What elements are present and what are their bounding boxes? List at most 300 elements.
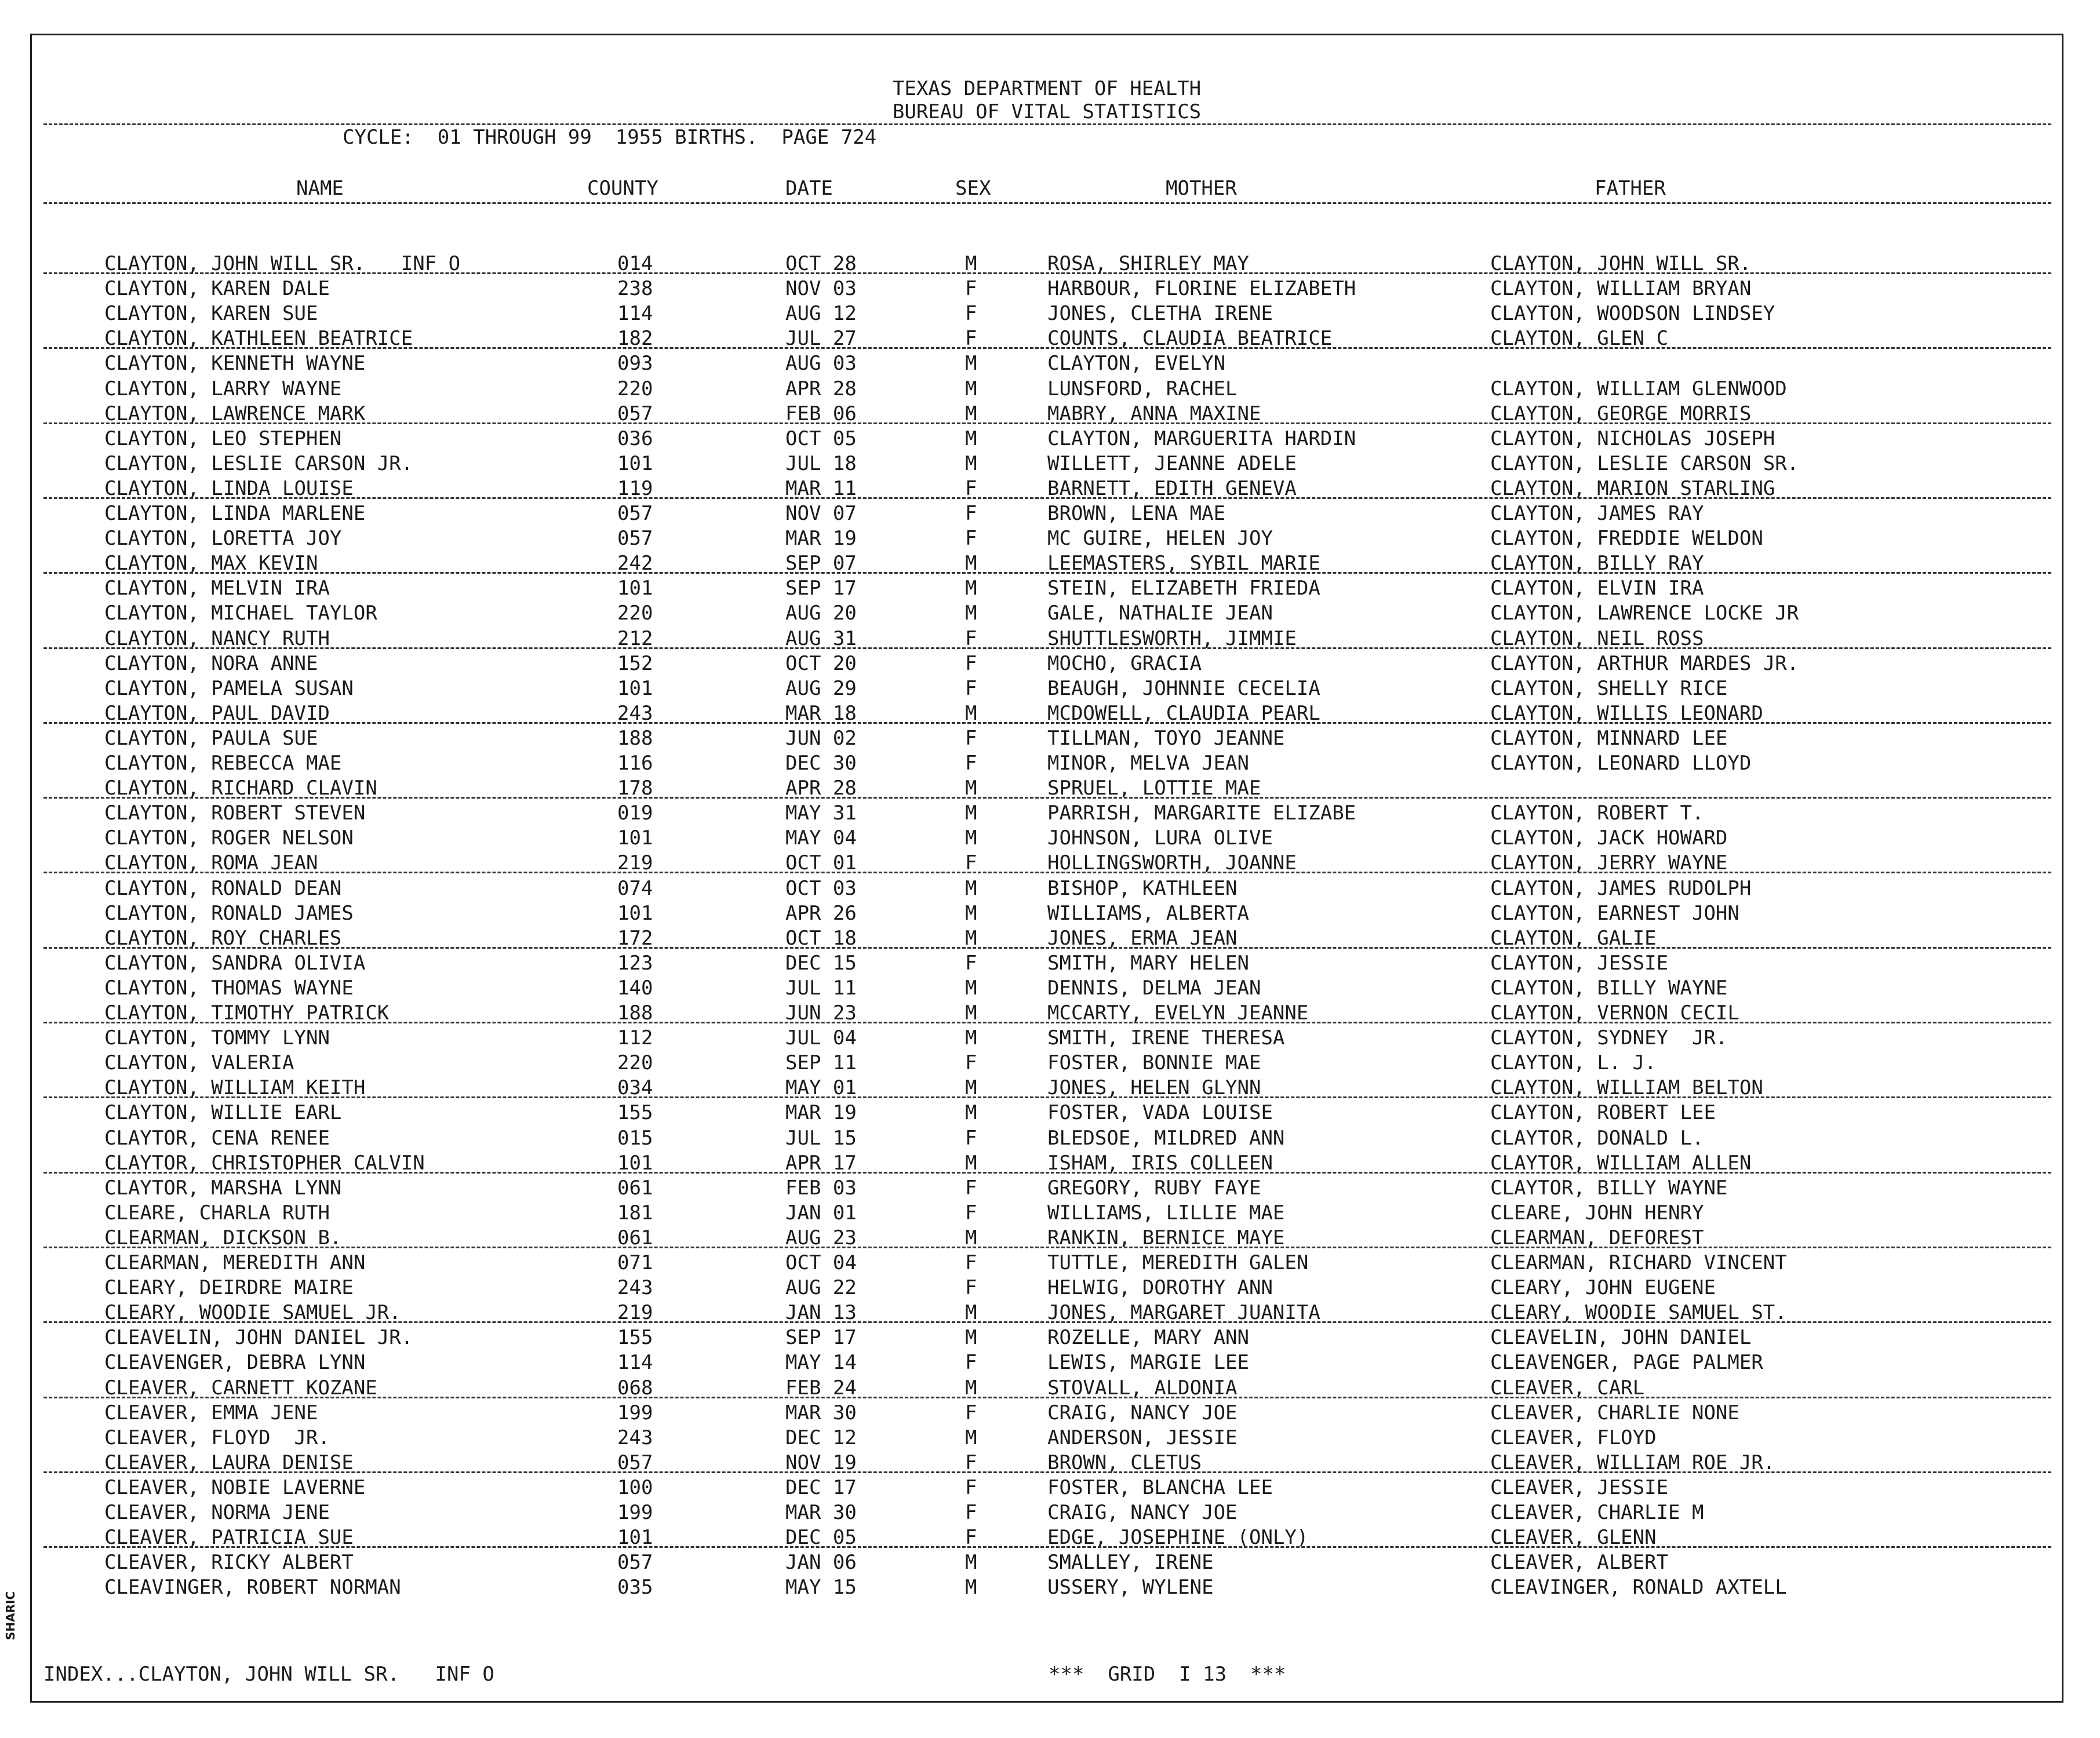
table-row xyxy=(32,1176,2062,1201)
cell-mother: BEAUGH, JOHNNIE CECELIA xyxy=(1047,677,1320,700)
cell-sex: F xyxy=(965,1476,977,1499)
cell-sex: M xyxy=(965,552,977,575)
cell-mother: JOHNSON, LURA OLIVE xyxy=(1047,826,1273,850)
cell-sex: M xyxy=(965,702,977,725)
cell-date: JUL 04 xyxy=(785,1026,857,1050)
cell-sex: M xyxy=(965,577,977,600)
cell-mother: HELWIG, DOROTHY ANN xyxy=(1047,1276,1273,1299)
cell-mother: HOLLINGSWORTH, JOANNE xyxy=(1047,851,1297,875)
cell-county: 061 xyxy=(617,1226,653,1249)
table-row xyxy=(32,1350,2062,1375)
cell-mother: CLAYTON, EVELYN xyxy=(1047,352,1226,375)
cell-father: CLAYTON, JACK HOWARD xyxy=(1490,826,1728,850)
cell-county: 238 xyxy=(617,277,653,300)
cell-name: CLAYTON, THOMAS WAYNE xyxy=(104,977,354,1000)
cell-father: CLEAVER, GLENN xyxy=(1490,1526,1657,1549)
cell-date: DEC 12 xyxy=(785,1426,857,1449)
table-row xyxy=(32,1276,2062,1300)
divider xyxy=(43,202,2051,204)
cell-name: CLEAVER, EMMA JENE xyxy=(104,1401,318,1424)
cell-county: 199 xyxy=(617,1501,653,1524)
cell-name: CLAYTON, LEO STEPHEN xyxy=(104,427,342,450)
row-divider xyxy=(43,647,2051,649)
table-row xyxy=(32,1051,2062,1076)
cell-mother: FOSTER, BONNIE MAE xyxy=(1047,1051,1261,1074)
cell-sex: M xyxy=(965,1152,977,1175)
cell-name: CLAYTON, LINDA MARLENE xyxy=(104,502,366,525)
cell-name: CLEARMAN, DICKSON B. xyxy=(104,1226,342,1249)
cell-county: 071 xyxy=(617,1251,653,1274)
cell-date: MAR 19 xyxy=(785,1101,857,1124)
cell-sex: M xyxy=(965,877,977,900)
cell-sex: F xyxy=(965,1176,977,1200)
cell-father: CLEAVINGER, RONALD AXTELL xyxy=(1490,1576,1787,1599)
header-subtitle: BUREAU OF VITAL STATISTICS xyxy=(892,100,1202,123)
cell-county: 101 xyxy=(617,902,653,925)
cell-sex: F xyxy=(965,677,977,700)
cell-sex: F xyxy=(965,1051,977,1074)
document-frame xyxy=(30,34,2063,1703)
cell-date: AUG 22 xyxy=(785,1276,857,1299)
cell-father: CLEARMAN, RICHARD VINCENT xyxy=(1490,1251,1787,1274)
cell-sex: F xyxy=(965,1201,977,1225)
cell-county: 181 xyxy=(617,1201,653,1225)
table-row xyxy=(32,301,2062,326)
table-row xyxy=(32,1475,2062,1500)
cell-name: CLAYTON, REBECCA MAE xyxy=(104,752,342,775)
cell-name: CLEAVER, NOBIE LAVERNE xyxy=(104,1476,366,1499)
cell-mother: STEIN, ELIZABETH FRIEDA xyxy=(1047,577,1320,600)
cell-county: 172 xyxy=(617,927,653,950)
row-divider xyxy=(43,1022,2051,1023)
table-row xyxy=(32,676,2062,701)
cell-mother: TUTTLE, MEREDITH GALEN xyxy=(1047,1251,1309,1274)
cell-date: AUG 31 xyxy=(785,627,857,650)
cell-county: 019 xyxy=(617,801,653,825)
side-stamp: SHARIC xyxy=(3,1591,17,1640)
cell-sex: F xyxy=(965,327,977,350)
cell-mother: TILLMAN, TOYO JEANNE xyxy=(1047,727,1285,750)
cell-date: NOV 07 xyxy=(785,502,857,525)
cell-mother: MCDOWELL, CLAUDIA PEARL xyxy=(1047,702,1320,725)
cell-father: CLEAVER, CARL xyxy=(1490,1376,1645,1400)
cell-father: CLAYTON, JOHN WILL SR. xyxy=(1490,252,1752,275)
cell-father: CLAYTON, GALIE xyxy=(1490,927,1657,950)
cell-name: CLEAVER, NORMA JENE xyxy=(104,1501,330,1524)
cell-date: JUN 02 xyxy=(785,727,857,750)
cell-name: CLAYTOR, MARSHA LYNN xyxy=(104,1176,342,1200)
cell-county: 152 xyxy=(617,652,653,675)
cell-sex: M xyxy=(965,902,977,925)
cell-name: CLEAVER, CARNETT KOZANE xyxy=(104,1376,377,1400)
cell-mother: CRAIG, NANCY JOE xyxy=(1047,1501,1238,1524)
cell-mother: RANKIN, BERNICE MAYE xyxy=(1047,1226,1285,1249)
cell-mother: PARRISH, MARGARITE ELIZABE xyxy=(1047,801,1356,825)
cell-date: DEC 17 xyxy=(785,1476,857,1499)
cell-date: JAN 06 xyxy=(785,1551,857,1574)
cell-sex: F xyxy=(965,627,977,650)
table-row xyxy=(32,951,2062,976)
cell-father: CLEARE, JOHN HENRY xyxy=(1490,1201,1704,1225)
cell-county: 100 xyxy=(617,1476,653,1499)
cell-date: APR 26 xyxy=(785,902,857,925)
cell-name: CLAYTON, LESLIE CARSON JR. xyxy=(104,452,413,475)
cell-sex: F xyxy=(965,1127,977,1150)
cell-sex: F xyxy=(965,752,977,775)
cell-sex: F xyxy=(965,1401,977,1424)
cell-name: CLAYTON, MICHAEL TAYLOR xyxy=(104,602,377,625)
footer-index: INDEX...CLAYTON, JOHN WILL SR. INF O xyxy=(43,1663,494,1686)
cell-county: 243 xyxy=(617,702,653,725)
table-row xyxy=(32,1201,2062,1226)
cell-date: SEP 07 xyxy=(785,552,857,575)
cell-mother: JONES, MARGARET JUANITA xyxy=(1047,1301,1320,1324)
cell-father: CLEAVER, ALBERT xyxy=(1490,1551,1669,1574)
cell-mother: FOSTER, BLANCHA LEE xyxy=(1047,1476,1273,1499)
cell-sex: F xyxy=(965,477,977,500)
cell-mother: GALE, NATHALIE JEAN xyxy=(1047,602,1273,625)
cell-county: 140 xyxy=(617,977,653,1000)
cell-mother: CLAYTON, MARGUERITA HARDIN xyxy=(1047,427,1356,450)
cell-father: CLAYTON, MARION STARLING xyxy=(1490,477,1775,500)
cell-name: CLAYTON, WILLIE EARL xyxy=(104,1101,342,1124)
cell-mother: MCCARTY, EVELYN JEANNE xyxy=(1047,1001,1309,1025)
cell-father: CLAYTON, BILLY RAY xyxy=(1490,552,1704,575)
cell-father: CLAYTOR, DONALD L. xyxy=(1490,1127,1704,1150)
cell-name: CLEAVER, FLOYD JR. xyxy=(104,1426,330,1449)
cell-date: FEB 06 xyxy=(785,402,857,425)
cell-county: 101 xyxy=(617,452,653,475)
cell-date: MAY 31 xyxy=(785,801,857,825)
cell-father: CLAYTON, ROBERT T. xyxy=(1490,801,1704,825)
cell-date: APR 28 xyxy=(785,777,857,800)
cell-mother: MINOR, MELVA JEAN xyxy=(1047,752,1249,775)
cell-county: 057 xyxy=(617,1551,653,1574)
cell-father: CLEAVER, CHARLIE NONE xyxy=(1490,1401,1739,1424)
cell-date: APR 28 xyxy=(785,377,857,400)
cell-father: CLAYTON, JAMES RUDOLPH xyxy=(1490,877,1752,900)
cell-name: CLEARY, DEIRDRE MAIRE xyxy=(104,1276,354,1299)
cell-father: CLEARY, WOODIE SAMUEL ST. xyxy=(1490,1301,1787,1324)
cell-name: CLAYTOR, CHRISTOPHER CALVIN xyxy=(104,1152,425,1175)
cell-father: CLAYTON, ELVIN IRA xyxy=(1490,577,1704,600)
cell-name: CLAYTON, LARRY WAYNE xyxy=(104,377,342,400)
cell-mother: ROZELLE, MARY ANN xyxy=(1047,1326,1249,1349)
cell-mother: BARNETT, EDITH GENEVA xyxy=(1047,477,1297,500)
cell-date: SEP 11 xyxy=(785,1051,857,1074)
cell-name: CLEAVER, LAURA DENISE xyxy=(104,1451,354,1474)
cell-name: CLAYTON, PAUL DAVID xyxy=(104,702,330,725)
table-row xyxy=(32,1426,2062,1451)
cell-county: 220 xyxy=(617,602,653,625)
cell-mother: DENNIS, DELMA JEAN xyxy=(1047,977,1261,1000)
cell-mother: LEWIS, MARGIE LEE xyxy=(1047,1351,1249,1374)
cell-sex: M xyxy=(965,377,977,400)
cell-sex: M xyxy=(965,1551,977,1574)
row-divider xyxy=(43,422,2051,424)
cell-date: FEB 24 xyxy=(785,1376,857,1400)
cell-sex: M xyxy=(965,927,977,950)
cell-sex: F xyxy=(965,851,977,875)
cell-father: CLAYTON, VERNON CECIL xyxy=(1490,1001,1739,1025)
cell-county: 101 xyxy=(617,1526,653,1549)
row-divider xyxy=(43,1471,2051,1473)
cell-mother: WILLETT, JEANNE ADELE xyxy=(1047,452,1297,475)
cell-county: 220 xyxy=(617,377,653,400)
cell-mother: JONES, HELEN GLYNN xyxy=(1047,1076,1261,1099)
cell-mother: SMITH, MARY HELEN xyxy=(1047,952,1249,975)
cell-name: CLAYTON, RONALD DEAN xyxy=(104,877,342,900)
cell-name: CLAYTON, JOHN WILL SR. INF O xyxy=(104,252,461,275)
table-row xyxy=(32,427,2062,451)
row-divider xyxy=(43,872,2051,873)
cell-father: CLEARMAN, DEFOREST xyxy=(1490,1226,1704,1249)
row-divider xyxy=(43,272,2051,274)
cell-mother: GREGORY, RUBY FAYE xyxy=(1047,1176,1261,1200)
cell-father: CLEAVELIN, JOHN DANIEL xyxy=(1490,1326,1752,1349)
cell-county: 116 xyxy=(617,752,653,775)
cell-sex: F xyxy=(965,1526,977,1549)
cell-date: DEC 15 xyxy=(785,952,857,975)
cell-sex: M xyxy=(965,1076,977,1099)
cell-name: CLAYTON, RICHARD CLAVIN xyxy=(104,777,377,800)
cell-sex: M xyxy=(965,826,977,850)
table-row xyxy=(32,1575,2062,1600)
cell-father: CLAYTON, JERRY WAYNE xyxy=(1490,851,1728,875)
table-row xyxy=(32,1101,2062,1125)
footer-grid: *** GRID I 13 *** xyxy=(1049,1663,1286,1686)
cell-mother: BLEDSOE, MILDRED ANN xyxy=(1047,1127,1285,1150)
cell-name: CLAYTON, LORETTA JOY xyxy=(104,527,342,550)
row-divider xyxy=(43,797,2051,799)
cell-county: 074 xyxy=(617,877,653,900)
cell-date: JUL 27 xyxy=(785,327,857,350)
cell-father: CLAYTON, NEIL ROSS xyxy=(1490,627,1704,650)
cell-date: JUL 11 xyxy=(785,977,857,1000)
cell-sex: F xyxy=(965,1276,977,1299)
cell-county: 057 xyxy=(617,1451,653,1474)
cell-date: MAY 14 xyxy=(785,1351,857,1374)
cell-county: 034 xyxy=(617,1076,653,1099)
cell-sex: M xyxy=(965,801,977,825)
cell-sex: M xyxy=(965,1026,977,1050)
cell-mother: BROWN, LENA MAE xyxy=(1047,502,1226,525)
cell-mother: CRAIG, NANCY JOE xyxy=(1047,1401,1238,1424)
table-row xyxy=(32,726,2062,751)
cell-county: 242 xyxy=(617,552,653,575)
table-row xyxy=(32,876,2062,901)
cell-mother: MABRY, ANNA MAXINE xyxy=(1047,402,1261,425)
cell-father: CLAYTON, FREDDIE WELDON xyxy=(1490,527,1763,550)
cell-name: CLEARE, CHARLA RUTH xyxy=(104,1201,330,1225)
cell-sex: M xyxy=(965,977,977,1000)
cell-sex: F xyxy=(965,727,977,750)
cell-date: AUG 23 xyxy=(785,1226,857,1249)
cell-date: JAN 01 xyxy=(785,1201,857,1225)
cell-date: DEC 30 xyxy=(785,752,857,775)
cell-name: CLAYTON, NORA ANNE xyxy=(104,652,318,675)
cell-sex: M xyxy=(965,427,977,450)
cell-father: CLAYTON, LESLIE CARSON SR. xyxy=(1490,452,1799,475)
table-row xyxy=(32,901,2062,926)
cell-county: 101 xyxy=(617,577,653,600)
cell-date: AUG 29 xyxy=(785,677,857,700)
table-row xyxy=(32,651,2062,676)
column-header-county: COUNTY xyxy=(587,177,658,200)
cell-mother: SMALLEY, IRENE xyxy=(1047,1551,1214,1574)
cell-name: CLAYTON, NANCY RUTH xyxy=(104,627,330,650)
cell-name: CLEARMAN, MEREDITH ANN xyxy=(104,1251,366,1274)
cell-father: CLAYTOR, WILLIAM ALLEN xyxy=(1490,1152,1752,1175)
row-divider xyxy=(43,1397,2051,1398)
cell-name: CLAYTON, WILLIAM KEITH xyxy=(104,1076,366,1099)
cell-sex: M xyxy=(965,252,977,275)
cell-date: NOV 19 xyxy=(785,1451,857,1474)
column-header-name: NAME xyxy=(296,177,344,200)
cell-father: CLAYTON, WILLIAM BELTON xyxy=(1490,1076,1763,1099)
cell-mother: ANDERSON, JESSIE xyxy=(1047,1426,1238,1449)
cell-county: 243 xyxy=(617,1276,653,1299)
cell-mother: ROSA, SHIRLEY MAY xyxy=(1047,252,1249,275)
cell-date: OCT 28 xyxy=(785,252,857,275)
cell-father: CLAYTON, JAMES RAY xyxy=(1490,502,1704,525)
cycle-line: CYCLE: 01 THROUGH 99 1955 BIRTHS. PAGE 724 xyxy=(343,126,877,149)
cell-mother: JONES, CLETHA IRENE xyxy=(1047,302,1273,325)
cell-county: 057 xyxy=(617,502,653,525)
cell-date: MAR 30 xyxy=(785,1401,857,1424)
cell-date: MAR 18 xyxy=(785,702,857,725)
table-row xyxy=(32,526,2062,551)
cell-mother: SMITH, IRENE THERESA xyxy=(1047,1026,1285,1050)
cell-mother: ISHAM, IRIS COLLEEN xyxy=(1047,1152,1273,1175)
row-divider xyxy=(43,347,2051,349)
cell-name: CLAYTON, MAX KEVIN xyxy=(104,552,318,575)
cell-mother: JONES, ERMA JEAN xyxy=(1047,927,1238,950)
cell-name: CLAYTON, ROBERT STEVEN xyxy=(104,801,366,825)
cell-name: CLEAVER, RICKY ALBERT xyxy=(104,1551,354,1574)
cell-county: 068 xyxy=(617,1376,653,1400)
cell-county: 093 xyxy=(617,352,653,375)
table-row xyxy=(32,801,2062,826)
cell-mother: USSERY, WYLENE xyxy=(1047,1576,1214,1599)
table-row xyxy=(32,377,2062,402)
column-header-sex: SEX xyxy=(955,177,991,200)
cell-name: CLEARY, WOODIE SAMUEL JR. xyxy=(104,1301,401,1324)
cell-county: 036 xyxy=(617,427,653,450)
table-row xyxy=(32,1325,2062,1350)
cell-father: CLAYTON, GEORGE MORRIS xyxy=(1490,402,1752,425)
cell-county: 057 xyxy=(617,527,653,550)
cell-sex: F xyxy=(965,1451,977,1474)
row-divider xyxy=(43,1546,2051,1548)
cell-father: CLEAVER, JESSIE xyxy=(1490,1476,1669,1499)
cell-date: MAR 11 xyxy=(785,477,857,500)
cell-date: JUL 15 xyxy=(785,1127,857,1150)
cell-date: AUG 20 xyxy=(785,602,857,625)
cell-sex: M xyxy=(965,452,977,475)
cell-date: OCT 03 xyxy=(785,877,857,900)
cell-mother: EDGE, JOSEPHINE (ONLY) xyxy=(1047,1526,1309,1549)
column-header-mother: MOTHER xyxy=(1166,177,1237,200)
cell-date: DEC 05 xyxy=(785,1526,857,1549)
cell-date: OCT 04 xyxy=(785,1251,857,1274)
cell-sex: F xyxy=(965,952,977,975)
cell-county: 112 xyxy=(617,1026,653,1050)
row-divider xyxy=(43,1172,2051,1174)
cell-name: CLAYTON, VALERIA xyxy=(104,1051,294,1074)
cell-county: 188 xyxy=(617,1001,653,1025)
cell-father: CLAYTON, NICHOLAS JOSEPH xyxy=(1490,427,1775,450)
row-divider xyxy=(43,1096,2051,1098)
cell-mother: WILLIAMS, ALBERTA xyxy=(1047,902,1249,925)
cell-name: CLAYTON, KATHLEEN BEATRICE xyxy=(104,327,413,350)
cell-mother: SHUTTLESWORTH, JIMMIE xyxy=(1047,627,1297,650)
cell-sex: M xyxy=(965,1101,977,1124)
table-row xyxy=(32,276,2062,301)
cell-name: CLAYTON, PAULA SUE xyxy=(104,727,318,750)
cell-father: CLAYTON, WOODSON LINDSEY xyxy=(1490,302,1775,325)
cell-date: OCT 20 xyxy=(785,652,857,675)
cell-father: CLAYTON, SYDNEY JR. xyxy=(1490,1026,1728,1050)
cell-sex: F xyxy=(965,277,977,300)
table-row xyxy=(32,1251,2062,1276)
cell-date: OCT 05 xyxy=(785,427,857,450)
cell-county: 219 xyxy=(617,1301,653,1324)
cell-name: CLAYTON, KAREN DALE xyxy=(104,277,330,300)
cell-sex: M xyxy=(965,1426,977,1449)
cell-name: CLAYTON, TIMOTHY PATRICK xyxy=(104,1001,390,1025)
cell-date: SEP 17 xyxy=(785,1326,857,1349)
cell-county: 182 xyxy=(617,327,653,350)
cell-sex: M xyxy=(965,1226,977,1249)
table-row xyxy=(32,976,2062,1001)
row-divider xyxy=(43,497,2051,499)
cell-sex: M xyxy=(965,1326,977,1349)
table-row xyxy=(32,1401,2062,1426)
cell-mother: BISHOP, KATHLEEN xyxy=(1047,877,1238,900)
cell-name: CLAYTON, KENNETH WAYNE xyxy=(104,352,366,375)
table-row xyxy=(32,1500,2062,1525)
cell-mother: MC GUIRE, HELEN JOY xyxy=(1047,527,1273,550)
row-divider xyxy=(43,1321,2051,1323)
cell-name: CLAYTON, TOMMY LYNN xyxy=(104,1026,330,1050)
cell-mother: BROWN, CLETUS xyxy=(1047,1451,1202,1474)
cell-sex: M xyxy=(965,1001,977,1025)
cell-date: FEB 03 xyxy=(785,1176,857,1200)
cell-mother: MOCHO, GRACIA xyxy=(1047,652,1202,675)
cell-date: NOV 03 xyxy=(785,277,857,300)
cell-sex: F xyxy=(965,527,977,550)
cell-date: MAY 04 xyxy=(785,826,857,850)
cell-date: MAR 30 xyxy=(785,1501,857,1524)
cell-sex: F xyxy=(965,1251,977,1274)
cell-county: 178 xyxy=(617,777,653,800)
table-row xyxy=(32,601,2062,626)
cell-father: CLEAVENGER, PAGE PALMER xyxy=(1490,1351,1763,1374)
cell-name: CLEAVINGER, ROBERT NORMAN xyxy=(104,1576,401,1599)
cell-county: 061 xyxy=(617,1176,653,1200)
cell-date: JAN 13 xyxy=(785,1301,857,1324)
cell-mother: LUNSFORD, RACHEL xyxy=(1047,377,1238,400)
cell-sex: M xyxy=(965,1376,977,1400)
row-divider xyxy=(43,722,2051,724)
cell-county: 114 xyxy=(617,302,653,325)
cell-father: CLAYTON, BILLY WAYNE xyxy=(1490,977,1728,1000)
cell-name: CLAYTON, MELVIN IRA xyxy=(104,577,330,600)
cell-name: CLAYTON, PAMELA SUSAN xyxy=(104,677,354,700)
cell-county: 035 xyxy=(617,1576,653,1599)
table-row xyxy=(32,576,2062,601)
